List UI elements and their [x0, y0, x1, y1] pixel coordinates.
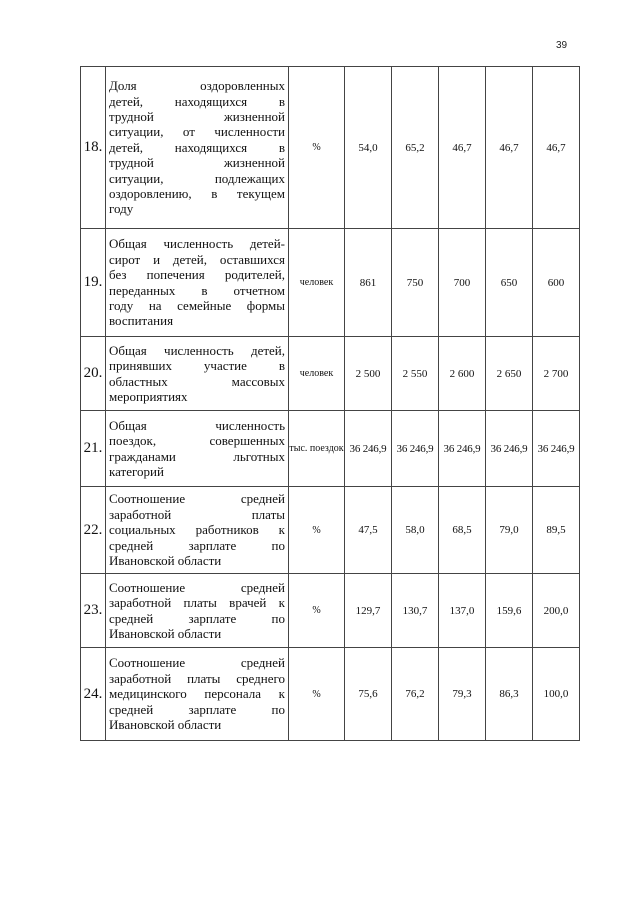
table-row — [81, 229, 580, 337]
unit-of-measure: % — [289, 574, 345, 648]
value-cell: 100,0 — [533, 648, 580, 741]
description-line: средней зарплате по — [109, 701, 285, 717]
value-cell: 65,2 — [392, 67, 439, 229]
table-row — [81, 487, 580, 574]
value-cell: 700 — [439, 229, 486, 337]
value-cell: 2 650 — [486, 337, 533, 411]
description-line: оздоровлению, в текущем — [109, 186, 285, 202]
indicators-table — [80, 66, 580, 741]
value-cell: 159,6 — [486, 574, 533, 648]
table-row — [81, 574, 580, 648]
value-cell: 200,0 — [533, 574, 580, 648]
value-cell: 46,7 — [486, 67, 533, 229]
description-line: заработной платы — [109, 506, 285, 522]
indicator-description — [106, 411, 289, 487]
description-line: заработной платы врачей к — [109, 595, 285, 611]
value-cell: 750 — [392, 229, 439, 337]
description-line: без попечения родителей, — [109, 267, 285, 283]
value-cell: 137,0 — [439, 574, 486, 648]
description-line: Соотношение средней — [109, 655, 285, 671]
value-cell: 2 500 — [345, 337, 392, 411]
indicator-description — [106, 574, 289, 648]
table-row — [81, 337, 580, 411]
description-line: сирот и детей, оставшихся — [109, 251, 285, 267]
description-line: Общая численность детей, — [109, 342, 285, 358]
value-cell: 2 600 — [439, 337, 486, 411]
description-line: году — [109, 201, 134, 217]
description-line: Ивановской области — [109, 553, 222, 569]
row-number: 21. — [81, 411, 106, 487]
value-cell: 46,7 — [439, 67, 486, 229]
row-number: 22. — [81, 487, 106, 574]
unit-of-measure: человек — [289, 337, 345, 411]
row-number: 20. — [81, 337, 106, 411]
description-line: ситуации, подлежащих — [109, 170, 285, 186]
description-line: медицинского персонала к — [109, 686, 285, 702]
description-line: поездок, совершенных — [109, 433, 285, 449]
value-cell: 600 — [533, 229, 580, 337]
description-line: трудной жизненной — [109, 155, 285, 171]
description-line: социальных работников к — [109, 522, 285, 538]
table-row — [81, 67, 580, 229]
description-line: году на семейные формы — [109, 297, 285, 313]
indicator-description — [106, 487, 289, 574]
value-cell: 130,7 — [392, 574, 439, 648]
row-number: 18. — [81, 67, 106, 229]
description-line: детей, находящихся в — [109, 139, 285, 155]
description-line: принявших участие в — [109, 358, 285, 374]
description-line: гражданами льготных — [109, 448, 285, 464]
value-cell: 75,6 — [345, 648, 392, 741]
description-line: мероприятиях — [109, 388, 188, 404]
description-line: Ивановской области — [109, 625, 222, 641]
description-line: Общая численность — [109, 417, 285, 433]
description-line: переданных в отчетном — [109, 282, 285, 298]
value-cell: 861 — [345, 229, 392, 337]
description-line: заработной платы среднего — [109, 670, 285, 686]
description-line: областных массовых — [109, 373, 285, 389]
page-number: 39 — [556, 40, 568, 51]
indicator-description — [106, 229, 289, 337]
indicator-description — [106, 648, 289, 741]
row-number: 23. — [81, 574, 106, 648]
indicator-description — [106, 67, 289, 229]
value-cell: 36 246,9 — [439, 411, 486, 487]
description-line: Общая численность детей- — [109, 236, 285, 252]
value-cell: 46,7 — [533, 67, 580, 229]
value-cell: 2 550 — [392, 337, 439, 411]
value-cell: 129,7 — [345, 574, 392, 648]
description-line: ситуации, от численности — [109, 124, 285, 140]
value-cell: 36 246,9 — [486, 411, 533, 487]
description-line: средней зарплате по — [109, 537, 285, 553]
value-cell: 36 246,9 — [345, 411, 392, 487]
value-cell: 54,0 — [345, 67, 392, 229]
description-line: детей, находящихся в — [109, 93, 285, 109]
value-cell: 58,0 — [392, 487, 439, 574]
value-cell: 68,5 — [439, 487, 486, 574]
unit-of-measure: % — [289, 648, 345, 741]
description-line: Доля оздоровленных — [109, 78, 285, 94]
table-row — [81, 648, 580, 741]
value-cell: 79,0 — [486, 487, 533, 574]
value-cell: 650 — [486, 229, 533, 337]
indicator-description — [106, 337, 289, 411]
description-line: Соотношение средней — [109, 491, 285, 507]
value-cell: 86,3 — [486, 648, 533, 741]
description-line: средней зарплате по — [109, 610, 285, 626]
description-line: категорий — [109, 463, 164, 479]
unit-of-measure: % — [289, 67, 345, 229]
value-cell: 36 246,9 — [533, 411, 580, 487]
description-line: Ивановской области — [109, 717, 222, 733]
table-row — [81, 411, 580, 487]
value-cell: 76,2 — [392, 648, 439, 741]
description-line: Соотношение средней — [109, 579, 285, 595]
row-number: 19. — [81, 229, 106, 337]
value-cell: 47,5 — [345, 487, 392, 574]
description-line: воспитания — [109, 313, 174, 329]
value-cell: 2 700 — [533, 337, 580, 411]
unit-of-measure: человек — [289, 229, 345, 337]
row-number: 24. — [81, 648, 106, 741]
unit-of-measure: % — [289, 487, 345, 574]
value-cell: 89,5 — [533, 487, 580, 574]
value-cell: 79,3 — [439, 648, 486, 741]
table-body — [81, 67, 580, 741]
value-cell: 36 246,9 — [392, 411, 439, 487]
unit-of-measure: тыс. поездок — [289, 411, 345, 487]
description-line: трудной жизненной — [109, 108, 285, 124]
